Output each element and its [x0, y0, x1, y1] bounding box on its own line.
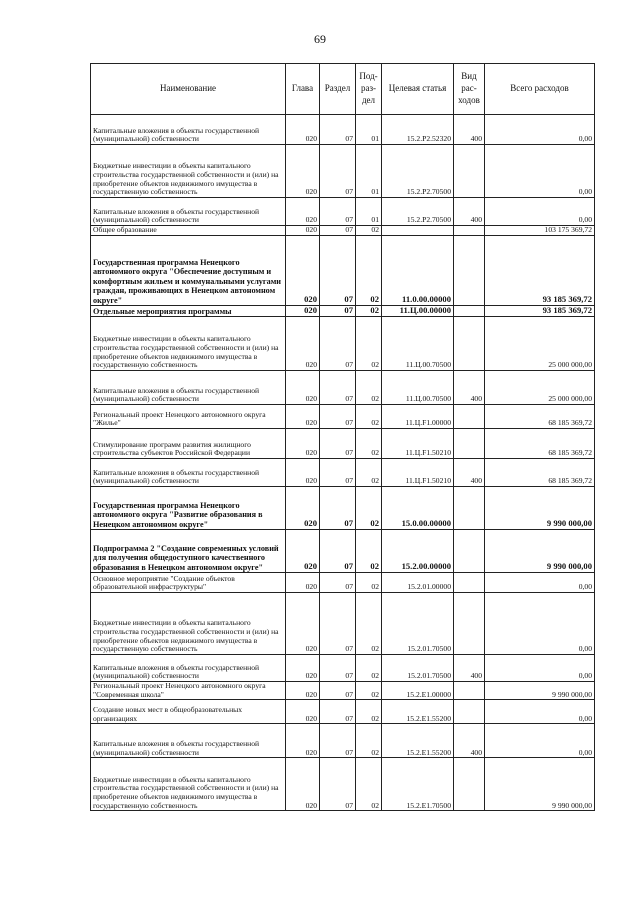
cell-section: 07 [320, 317, 356, 371]
cell-chapter: 020 [286, 145, 320, 198]
cell-chapter: 020 [286, 487, 320, 530]
table-row [91, 682, 595, 700]
cell-subsection: 02 [356, 487, 382, 530]
table-row [91, 487, 595, 530]
cell-chapter: 020 [286, 700, 320, 724]
cell-total: 9 990 000,00 [485, 487, 595, 530]
cell-total: 0,00 [485, 593, 595, 655]
cell-target-article: 15.2.Р2.70500 [382, 198, 454, 226]
cell-section: 07 [320, 724, 356, 758]
header-subsection: Под-раз-дел [356, 64, 382, 115]
cell-subsection: 02 [356, 758, 382, 811]
header-name: Наименование [91, 64, 286, 115]
cell-section: 07 [320, 459, 356, 487]
table-row [91, 573, 595, 593]
table-header-row [91, 64, 595, 115]
cell-expense-type [454, 758, 485, 811]
cell-target-article: 15.2.Р2.52320 [382, 115, 454, 145]
cell-chapter: 020 [286, 236, 320, 306]
header-total: Всего расходов [485, 64, 595, 115]
cell-chapter: 020 [286, 371, 320, 405]
cell-section: 07 [320, 198, 356, 226]
cell-target-article: 15.2.E1.55200 [382, 724, 454, 758]
cell-target-article: 15.2.E1.00000 [382, 682, 454, 700]
table-row [91, 236, 595, 306]
cell-name: Капитальные вложения в объекты государственной (муниципальной) собственности [91, 724, 286, 758]
cell-chapter: 020 [286, 593, 320, 655]
cell-subsection: 02 [356, 226, 382, 236]
cell-section: 07 [320, 655, 356, 682]
cell-total: 0,00 [485, 115, 595, 145]
cell-chapter: 020 [286, 459, 320, 487]
header-section: Раздел [320, 64, 356, 115]
cell-subsection: 02 [356, 459, 382, 487]
cell-chapter: 020 [286, 758, 320, 811]
cell-subsection: 02 [356, 405, 382, 429]
cell-target-article: 11.Ц.00.70500 [382, 371, 454, 405]
cell-section: 07 [320, 487, 356, 530]
cell-total: 0,00 [485, 700, 595, 724]
table-row [91, 530, 595, 573]
cell-subsection: 02 [356, 429, 382, 459]
cell-target-article: 11.0.00.00000 [382, 236, 454, 306]
header-expense-type: Вид рас-ходов [454, 64, 485, 115]
cell-name: Бюджетные инвестиции в объекты капитального строительства государственной собственности и (или) на приобретение объектов недвижимого имущества в государственную собственность [91, 593, 286, 655]
cell-expense-type: 400 [454, 115, 485, 145]
cell-chapter: 020 [286, 655, 320, 682]
cell-expense-type: 400 [454, 198, 485, 226]
cell-section: 07 [320, 371, 356, 405]
cell-total: 0,00 [485, 198, 595, 226]
table-row [91, 429, 595, 459]
cell-section: 07 [320, 682, 356, 700]
cell-name: Бюджетные инвестиции в объекты капитального строительства государственной собственности и (или) на приобретение объектов недвижимого имущества в государственную собственность [91, 758, 286, 811]
cell-expense-type [454, 530, 485, 573]
table-row [91, 700, 595, 724]
cell-total: 93 185 369,72 [485, 306, 595, 317]
cell-total: 0,00 [485, 145, 595, 198]
cell-total: 68 185 369,72 [485, 429, 595, 459]
cell-expense-type [454, 226, 485, 236]
cell-target-article: 11.Ц.00.00000 [382, 306, 454, 317]
cell-total: 0,00 [485, 655, 595, 682]
cell-chapter: 020 [286, 573, 320, 593]
cell-name: Региональный проект Ненецкого автономного округа "Жилье" [91, 405, 286, 429]
cell-section: 07 [320, 530, 356, 573]
cell-total: 9 990 000,00 [485, 758, 595, 811]
table-row [91, 655, 595, 682]
cell-name: Государственная программа Ненецкого автономного округа "Развитие образования в Ненецком автономном округе" [91, 487, 286, 530]
cell-name: Капитальные вложения в объекты государственной (муниципальной) собственности [91, 371, 286, 405]
cell-name: Подпрограмма 2 "Создание современных условий для получения общедоступного качественного образования в Ненецком автономном округе" [91, 530, 286, 573]
cell-expense-type [454, 236, 485, 306]
cell-name: Капитальные вложения в объекты государственной (муниципальной) собственности [91, 655, 286, 682]
cell-target-article: 15.2.E1.70500 [382, 758, 454, 811]
cell-subsection: 02 [356, 236, 382, 306]
cell-total: 68 185 369,72 [485, 459, 595, 487]
cell-name: Общее образование [91, 226, 286, 236]
cell-section: 07 [320, 573, 356, 593]
cell-chapter: 020 [286, 198, 320, 226]
cell-section: 07 [320, 306, 356, 317]
cell-total: 25 000 000,00 [485, 371, 595, 405]
cell-target-article: 15.2.01.70500 [382, 655, 454, 682]
cell-subsection: 02 [356, 530, 382, 573]
cell-subsection: 02 [356, 306, 382, 317]
cell-section: 07 [320, 226, 356, 236]
cell-subsection: 01 [356, 198, 382, 226]
cell-section: 07 [320, 593, 356, 655]
cell-expense-type [454, 405, 485, 429]
cell-expense-type [454, 700, 485, 724]
cell-section: 07 [320, 115, 356, 145]
table-row [91, 226, 595, 236]
cell-section: 07 [320, 236, 356, 306]
table-body [91, 115, 595, 811]
cell-subsection: 02 [356, 700, 382, 724]
cell-section: 07 [320, 758, 356, 811]
table-row [91, 405, 595, 429]
cell-name: Бюджетные инвестиции в объекты капитального строительства государственной собственности и (или) на приобретение объектов недвижимого имущества в государственную собственность [91, 145, 286, 198]
cell-name: Отдельные мероприятия программы [91, 306, 286, 317]
cell-chapter: 020 [286, 530, 320, 573]
cell-subsection: 02 [356, 573, 382, 593]
cell-expense-type [454, 682, 485, 700]
cell-subsection: 02 [356, 724, 382, 758]
cell-expense-type [454, 145, 485, 198]
table-row [91, 306, 595, 317]
cell-name: Государственная программа Ненецкого автономного округа "Обеспечение доступным и комфортным жильем и коммунальными услугами граждан, проживающих в Ненецком автономном округе" [91, 236, 286, 306]
cell-name: Капитальные вложения в объекты государственной (муниципальной) собственности [91, 115, 286, 145]
cell-target-article: 15.2.E1.55200 [382, 700, 454, 724]
cell-subsection: 02 [356, 655, 382, 682]
cell-total: 0,00 [485, 573, 595, 593]
table-row [91, 724, 595, 758]
cell-name: Создание новых мест в общеобразовательных организациях [91, 700, 286, 724]
cell-expense-type: 400 [454, 655, 485, 682]
cell-target-article: 11.Ц.00.70500 [382, 317, 454, 371]
table-row [91, 459, 595, 487]
cell-target-article: 15.2.Р2.70500 [382, 145, 454, 198]
cell-chapter: 020 [286, 306, 320, 317]
cell-total: 9 990 000,00 [485, 530, 595, 573]
cell-total: 9 990 000,00 [485, 682, 595, 700]
table-row [91, 317, 595, 371]
header-chapter: Глава [286, 64, 320, 115]
cell-name: Основное мероприятие "Создание объектов образовательной инфраструктуры" [91, 573, 286, 593]
cell-target-article: 15.2.01.70500 [382, 593, 454, 655]
cell-chapter: 020 [286, 226, 320, 236]
cell-total: 68 185 369,72 [485, 405, 595, 429]
cell-target-article: 15.2.00.00000 [382, 530, 454, 573]
cell-expense-type [454, 306, 485, 317]
cell-expense-type [454, 317, 485, 371]
cell-chapter: 020 [286, 724, 320, 758]
cell-total: 25 000 000,00 [485, 317, 595, 371]
cell-target-article: 11.Ц.F1.50210 [382, 459, 454, 487]
cell-name: Бюджетные инвестиции в объекты капитального строительства государственной собственности и (или) на приобретение объектов недвижимого имущества в государственную собственность [91, 317, 286, 371]
cell-chapter: 020 [286, 115, 320, 145]
cell-section: 07 [320, 145, 356, 198]
table-row [91, 198, 595, 226]
cell-expense-type: 400 [454, 459, 485, 487]
cell-expense-type [454, 429, 485, 459]
cell-target-article: 15.2.01.00000 [382, 573, 454, 593]
cell-section: 07 [320, 405, 356, 429]
cell-section: 07 [320, 429, 356, 459]
cell-subsection: 02 [356, 682, 382, 700]
cell-target-article: 11.Ц.F1.00000 [382, 405, 454, 429]
cell-target-article: 15.0.00.00000 [382, 487, 454, 530]
table-row [91, 371, 595, 405]
cell-expense-type [454, 593, 485, 655]
cell-name: Стимулирование программ развития жилищного строительства субъектов Российской Федерации [91, 429, 286, 459]
cell-total: 93 185 369,72 [485, 236, 595, 306]
cell-expense-type: 400 [454, 371, 485, 405]
cell-name: Капитальные вложения в объекты государственной (муниципальной) собственности [91, 459, 286, 487]
cell-expense-type [454, 573, 485, 593]
cell-subsection: 02 [356, 371, 382, 405]
table-row [91, 145, 595, 198]
cell-name: Региональный проект Ненецкого автономного округа "Современная школа" [91, 682, 286, 700]
cell-chapter: 020 [286, 429, 320, 459]
header-target-article: Целевая статья [382, 64, 454, 115]
cell-name: Капитальные вложения в объекты государственной (муниципальной) собственности [91, 198, 286, 226]
page-number: 69 [314, 32, 326, 46]
table-row [91, 758, 595, 811]
cell-expense-type: 400 [454, 724, 485, 758]
cell-expense-type [454, 487, 485, 530]
cell-subsection: 01 [356, 115, 382, 145]
cell-subsection: 01 [356, 145, 382, 198]
cell-chapter: 020 [286, 682, 320, 700]
cell-subsection: 02 [356, 593, 382, 655]
cell-chapter: 020 [286, 405, 320, 429]
cell-chapter: 020 [286, 317, 320, 371]
table-row [91, 115, 595, 145]
cell-total: 0,00 [485, 724, 595, 758]
cell-subsection: 02 [356, 317, 382, 371]
cell-section: 07 [320, 700, 356, 724]
table-row [91, 593, 595, 655]
cell-target-article: 11.Ц.F1.50210 [382, 429, 454, 459]
cell-target-article [382, 226, 454, 236]
budget-table [90, 63, 595, 811]
cell-total: 103 175 369,72 [485, 226, 595, 236]
